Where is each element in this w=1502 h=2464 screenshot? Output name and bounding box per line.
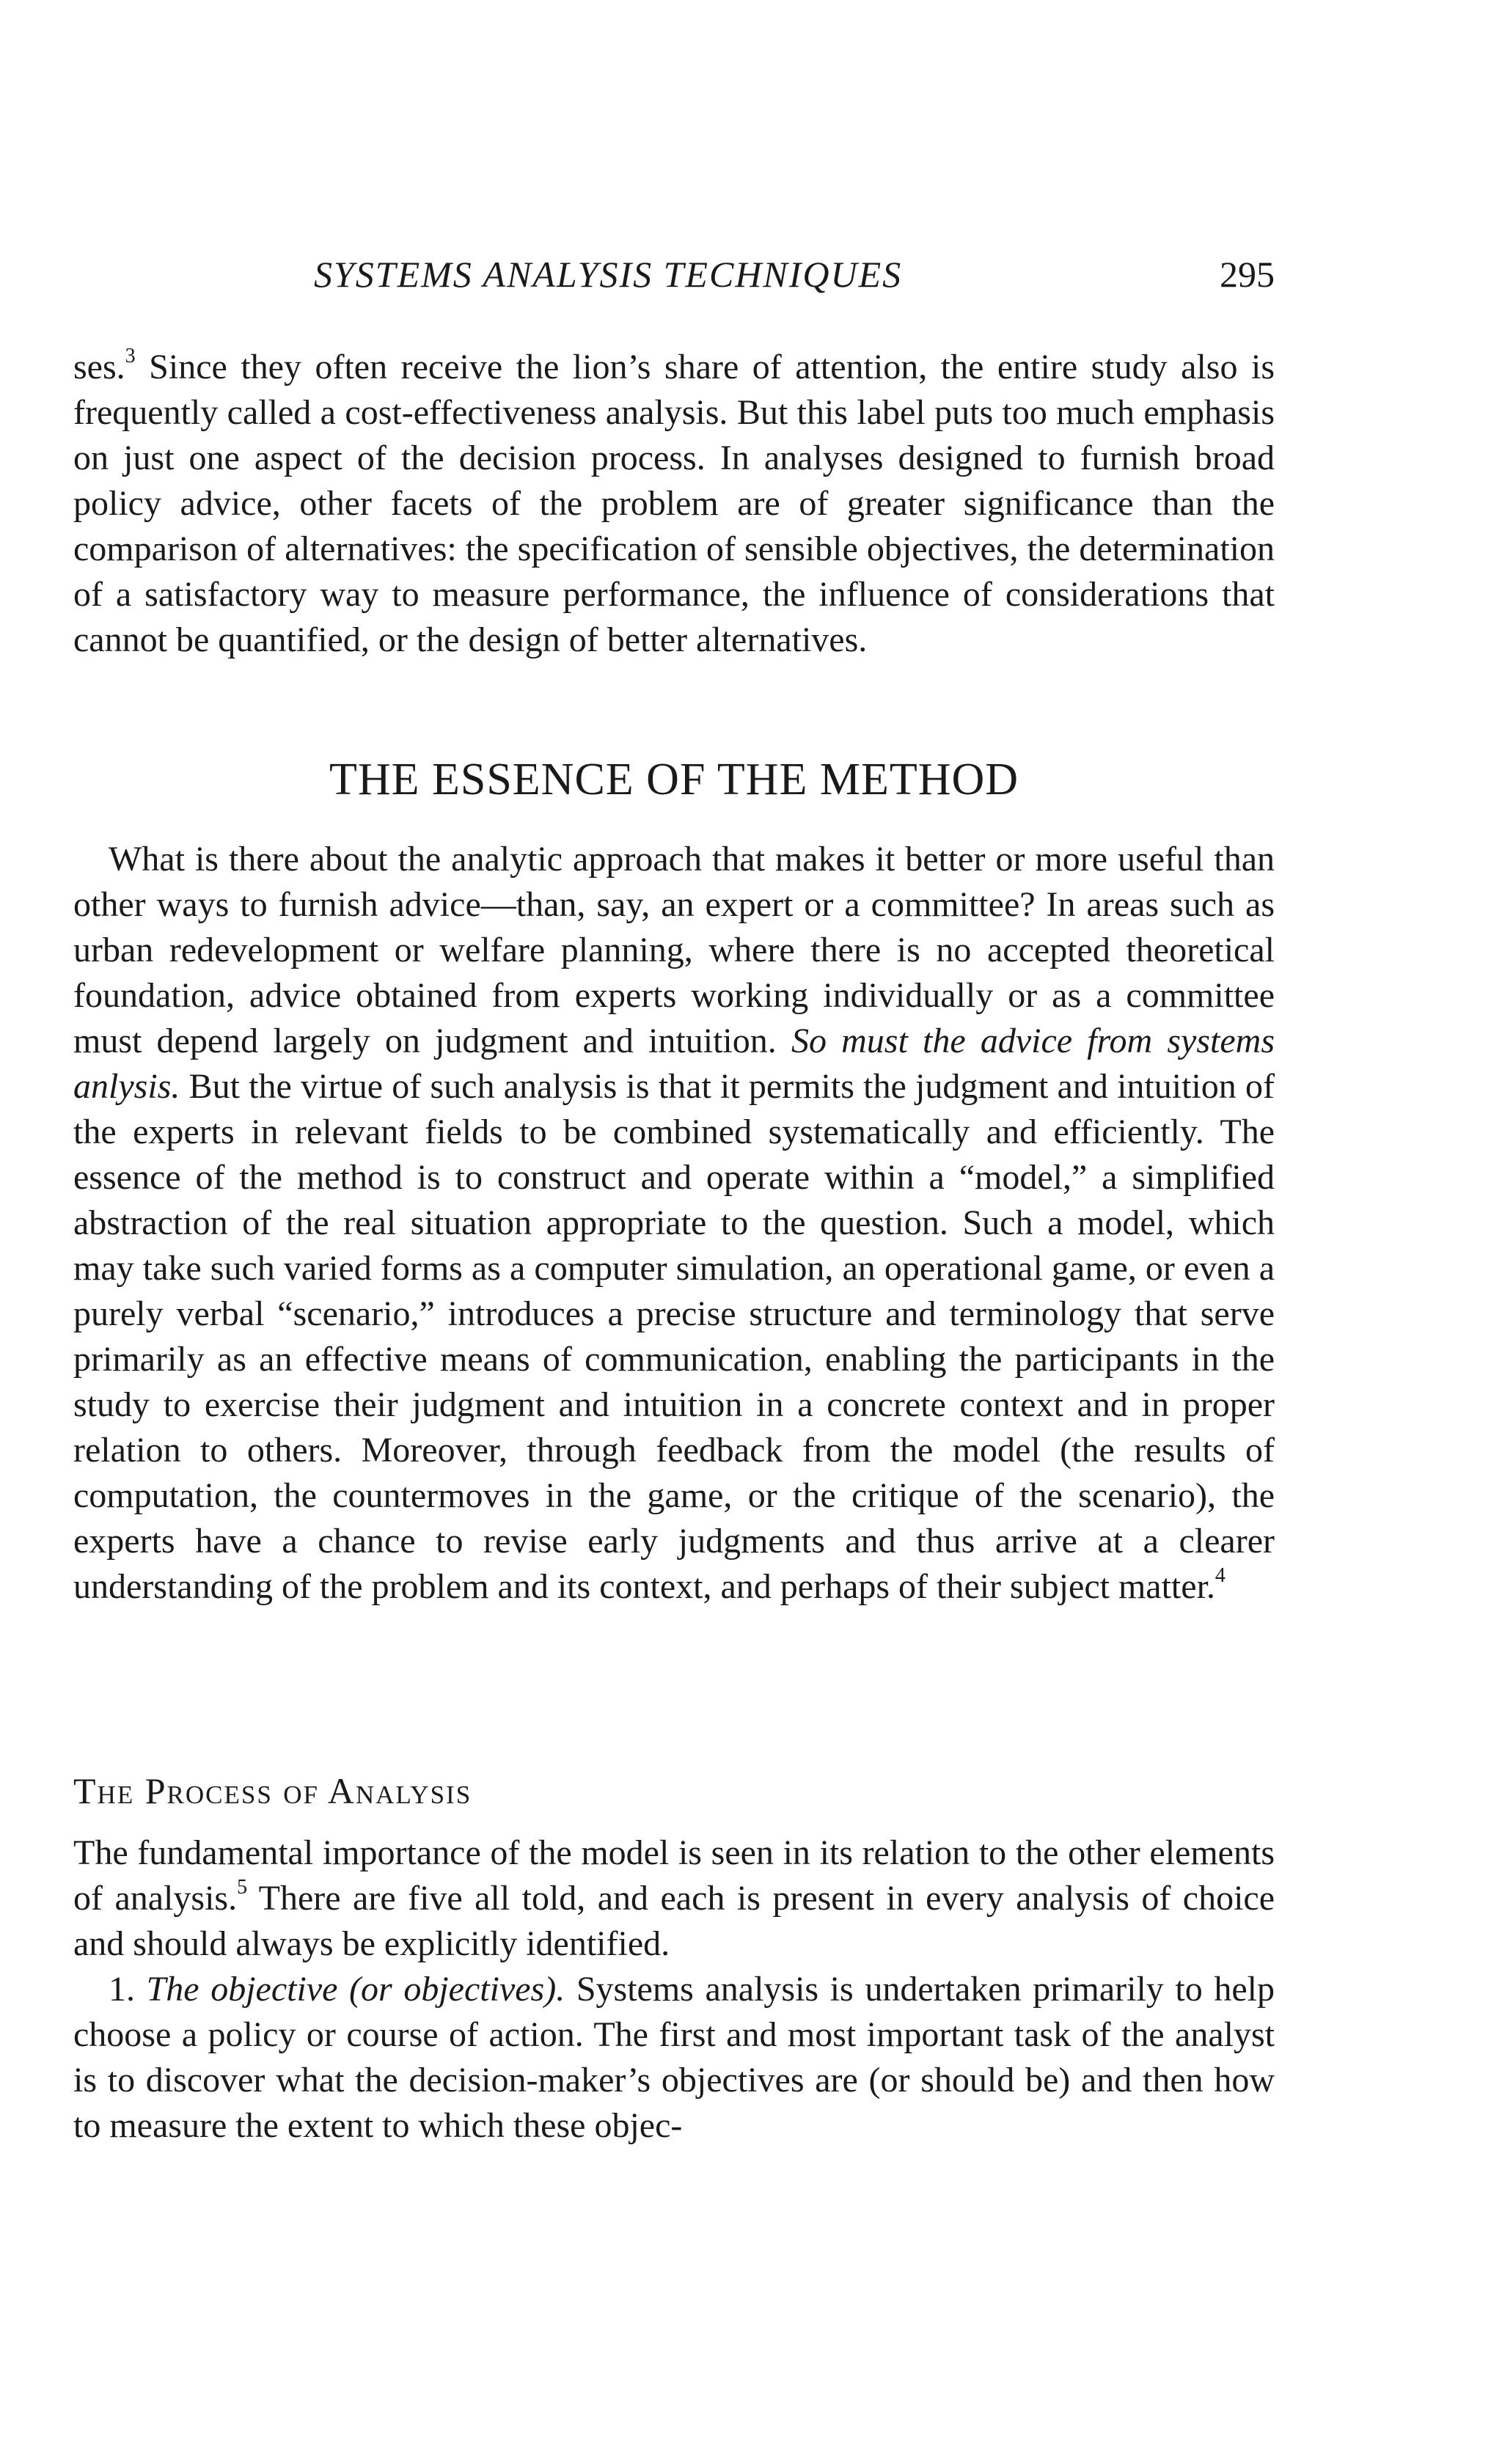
paragraph-2-text-b: But the virtue of such analysis is that it permits the judgment and intuition of the experts in relevant fields to be combined systematically and efficiently. The essence of the method is to construct and operate within a “model,” a simplified abstraction of the real situation appropriate to the question. Such a model, which may take such varied forms as a computer simulation, an operational game, or even a purely verbal “scenario,” introduces a precise structure and terminology that serve primarily as an effective means of communication, enabling the participants in the study to exercise their judgment and intuition in a concrete context and in proper relation to others. Moreover, through feedback from the model (the results of computation, the countermoves in the game, or the critique of the scenario), the experts have a chance to revise early judgments and thus arrive at a clearer understanding of the problem and its context, and perhaps of their subject matter. [73, 1067, 1275, 1606]
paragraph-2 [73, 837, 1275, 1610]
page-number: 295 [1220, 254, 1275, 295]
paragraph-1-start: ses. [73, 348, 125, 386]
list-number: 1. [109, 1970, 147, 2009]
paragraph-3-text-b: There are five all told, and each is present in every analysis of choice and should always be explicitly identified. [73, 1879, 1275, 1963]
paragraph-4-italic: The objective (or objectives). [146, 1970, 565, 2009]
process-section-body [73, 1830, 1275, 2149]
paragraph-2-italic: So must the advice from systems anlysis. [73, 1022, 1275, 1106]
continuation-paragraph [73, 345, 1275, 663]
paragraph-4-text: Systems analysis is undertaken primarily to help choose a policy or course of action. The first and most important task of the analyst is to discover what the decision-maker’s objectives are (or should be) and then how to measure the extent to which these objec- [73, 1970, 1275, 2145]
paragraph-4 [73, 1967, 1275, 2149]
paragraph-1-text: Since they often receive the lion’s share of attention, the entire study also is frequently called a cost-effectiveness analysis. But this label puts too much emphasis on just one aspect of the decision process. In analyses designed to furnish broad policy advice, other facets of the problem are of greater significance than the comparison of alternatives: the specification of sensible objectives, the determination of a satisfactory way to measure performance, the influence of considerations that cannot be quantified, or the design of better alternatives. [73, 348, 1275, 659]
section-heading: THE ESSENCE OF THE METHOD [329, 755, 1019, 804]
running-head [73, 253, 1275, 312]
paragraph-3-text-a: The fundamental importance of the model is seen in its relation to the other elements of analysis. [73, 1833, 1275, 1918]
footnote-ref-4: 4 [1215, 1564, 1226, 1587]
paragraph-3 [73, 1830, 1275, 1967]
footnote-ref-5: 5 [237, 1876, 248, 1899]
running-title: SYSTEMS ANALYSIS TECHNIQUES [314, 254, 903, 295]
subsection-heading: The Process of Analysis [73, 1770, 472, 1811]
paragraph-2-text-a: What is there about the analytic approach that makes it better or more useful than other ways to furnish advice—than, say, an expert or a committee? In areas such as urban redevelopment or welfare planning, where there is no accepted theoretical foundation, advice obtained from experts working individually or as a committee must depend largely on judgment and intuition. [73, 840, 1275, 1060]
essence-section-body [73, 837, 1275, 1610]
footnote-ref-3: 3 [125, 345, 136, 367]
paragraph-1 [73, 345, 1275, 663]
